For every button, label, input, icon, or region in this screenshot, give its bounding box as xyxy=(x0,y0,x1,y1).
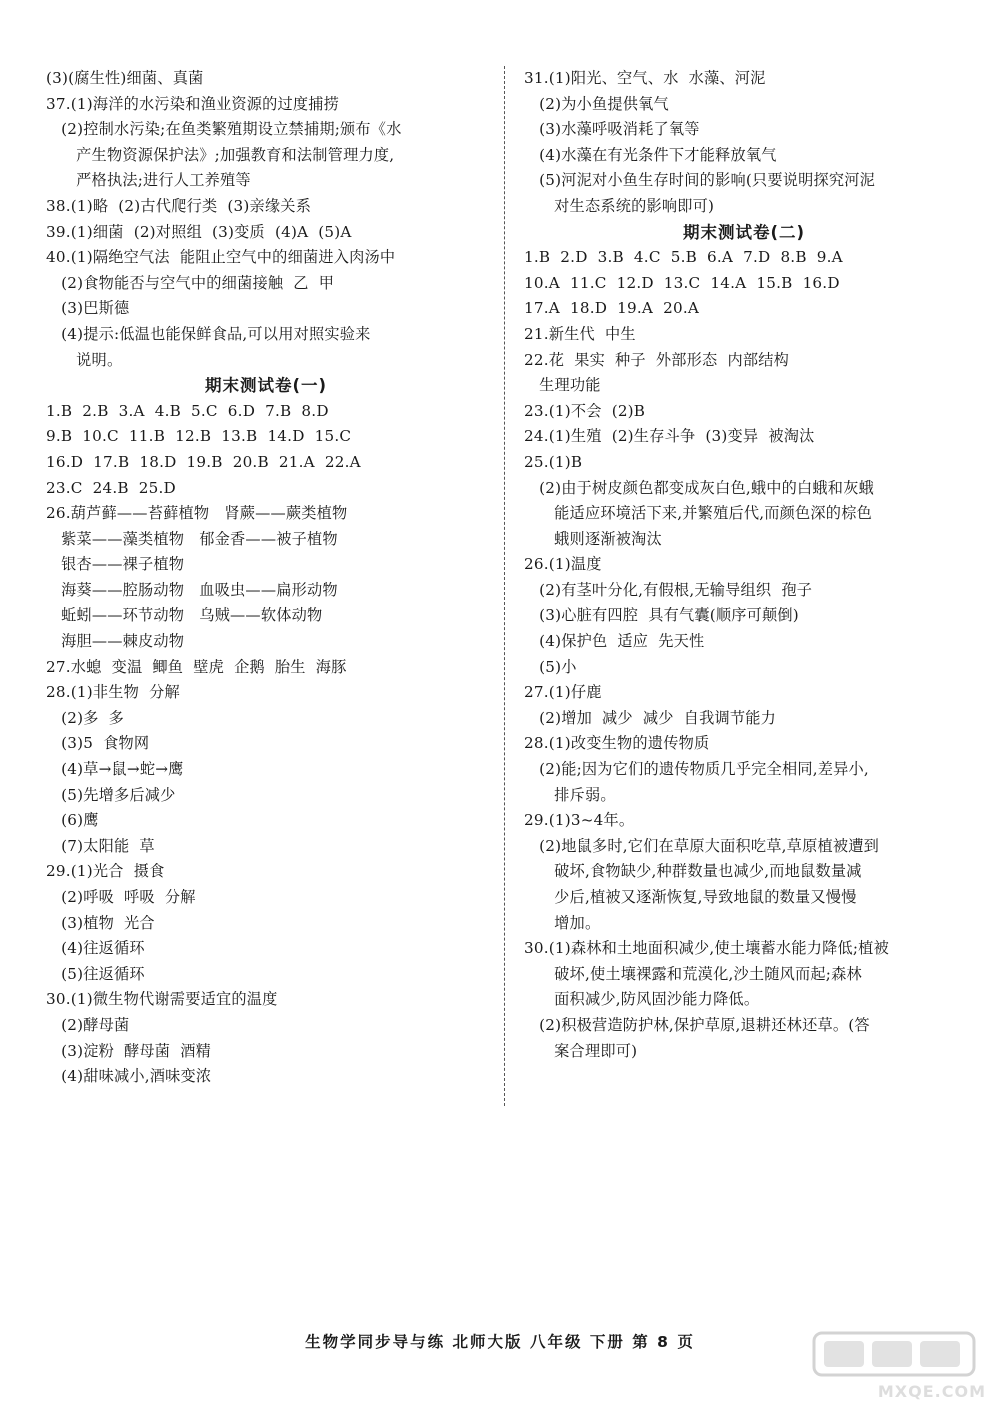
answer-line: (3)水藻呼吸消耗了氧等 xyxy=(524,120,700,139)
answer-line: 面积减少,防风固沙能力降低。 xyxy=(524,990,760,1009)
answer-line: 增加。 xyxy=(524,913,601,932)
answer-line: (2)有茎叶分化,有假根,无输导组织 孢子 xyxy=(524,580,813,599)
answer-line: 海胆——棘皮动物 xyxy=(46,632,185,651)
answer-line: (7)太阳能 草 xyxy=(46,836,155,855)
answer-line: (4)草→鼠→蛇→鹰 xyxy=(46,760,184,779)
answer-line: 37.(1)海洋的水污染和渔业资源的过度捕捞 xyxy=(46,94,340,113)
answer-line: (2)多 多 xyxy=(46,708,125,727)
column-divider xyxy=(504,66,505,1106)
answer-line: 案合理即可) xyxy=(524,1041,638,1060)
answer-line: (5)小 xyxy=(524,657,577,676)
answer-line: (3)(腐生性)细菌、真菌 xyxy=(46,69,204,87)
answer-line: 40.(1)隔绝空气法 能阻止空气中的细菌进入肉汤中 xyxy=(46,248,396,267)
answer-line: 严格执法;进行人工养殖等 xyxy=(46,171,251,190)
watermark-logo xyxy=(806,1329,986,1401)
section-heading: 期末测试卷(二) xyxy=(682,222,806,242)
answer-line: (4)保护色 适应 先天性 xyxy=(524,632,705,651)
answer-line: (2)控制水污染;在鱼类繁殖期设立禁捕期;颁布《水 xyxy=(46,120,402,139)
answer-line: (4)往返循环 xyxy=(46,939,145,958)
answer-line: 能适应环境活下来,并繁殖后代,而颜色深的棕色 xyxy=(524,504,872,523)
answer-line: 蚯蚓——环节动物 乌贼——软体动物 xyxy=(46,606,323,625)
answer-line: 24.(1)生殖 (2)生存斗争 (3)变异 被淘汰 xyxy=(524,427,815,446)
answer-line: (2)由于树皮颜色都变成灰白色,蛾中的白蛾和灰蛾 xyxy=(524,478,874,497)
answer-line: (2)地鼠多时,它们在草原大面积吃草,草原植被遭到 xyxy=(524,836,880,855)
answer-line: 说明。 xyxy=(46,350,123,369)
answer-line: 30.(1)森林和土地面积减少,使土壤蓄水能力降低;植被 xyxy=(524,939,889,958)
answer-line: 27.(1)仔鹿 xyxy=(524,683,602,702)
answer-line: (4)提示:低温也能保鲜食品,可以用对照实验来 xyxy=(46,324,371,343)
answer-line: (3)巴斯德 xyxy=(46,299,130,318)
answer-line: 银杏——裸子植物 xyxy=(46,555,185,574)
answer-line: 少后,植被又逐渐恢复,导致地鼠的数量又慢慢 xyxy=(524,888,857,906)
answer-line: 27.水螅 变温 鲫鱼 壁虎 企鹅 胎生 海豚 xyxy=(46,657,347,676)
answer-line: 26.葫芦藓——苔藓植物 肾蕨——蕨类植物 xyxy=(46,504,348,523)
left-column xyxy=(46,66,486,1090)
answer-line: (2)增加 减少 减少 自我调节能力 xyxy=(524,708,777,727)
answer-line: 1.B 2.B 3.A 4.B 5.C 6.D 7.B 8.D xyxy=(46,401,329,420)
answer-line: 29.(1)光合 摄食 xyxy=(46,862,165,881)
answer-line: 29.(1)3~4年。 xyxy=(524,811,635,830)
answer-line: 39.(1)细菌 (2)对照组 (3)变质 (4)A (5)A xyxy=(46,222,352,241)
answer-line: (5)往返循环 xyxy=(46,964,145,983)
answer-line: 26.(1)温度 xyxy=(524,555,602,574)
answer-line: 23.(1)不会 (2)B xyxy=(524,401,646,420)
answer-line: (2)食物能否与空气中的细菌接触 乙 甲 xyxy=(46,273,335,292)
answer-line: 22.花 果实 种子 外部形态 内部结构 xyxy=(524,350,790,369)
answer-line: (4)水藻在有光条件下才能释放氧气 xyxy=(524,145,777,164)
answer-line: 生理功能 xyxy=(524,376,601,395)
answer-line: 30.(1)微生物代谢需要适宜的温度 xyxy=(46,990,278,1009)
answer-line: 1.B 2.D 3.B 4.C 5.B 6.A 7.D 8.B 9.A xyxy=(524,248,843,267)
answer-line: 9.B 10.C 11.B 12.B 13.B 14.D 15.C xyxy=(46,427,352,446)
answer-line: 28.(1)非生物 分解 xyxy=(46,683,180,702)
answer-line: 产生物资源保护法》;加强教育和法制管理力度, xyxy=(46,145,395,164)
right-column xyxy=(524,66,964,1064)
answer-line: (2)呼吸 呼吸 分解 xyxy=(46,888,196,906)
answer-line: 25.(1)B xyxy=(524,452,583,471)
answer-line: 海葵——腔肠动物 血吸虫——扁形动物 xyxy=(46,580,338,599)
answer-line: (5)先增多后减少 xyxy=(46,785,176,804)
answer-line: (2)积极营造防护林,保护草原,退耕还林还草。(答 xyxy=(524,1015,870,1034)
answer-line: 16.D 17.B 18.D 19.B 20.B 21.A 22.A xyxy=(46,452,361,471)
answer-line: 紫菜——藻类植物 郁金香——被子植物 xyxy=(46,529,338,548)
answer-line: (3)心脏有四腔 具有气囊(顺序可颠倒) xyxy=(524,606,799,625)
answer-line: (5)河泥对小鱼生存时间的影响(只要说明探究河泥 xyxy=(524,171,876,190)
answer-line: (3)淀粉 酵母菌 酒精 xyxy=(46,1041,212,1060)
answer-line: 对生态系统的影响即可) xyxy=(524,196,715,215)
answer-line: 排斥弱。 xyxy=(524,785,616,804)
answer-line: (6)鹰 xyxy=(46,811,99,830)
answer-line: 23.C 24.B 25.D xyxy=(46,478,176,497)
answer-line: (2)为小鱼提供氧气 xyxy=(524,94,669,113)
section-heading: 期末测试卷(一) xyxy=(204,376,328,396)
page-footer: 生物学同步导与练 北师大版 八年级 下册 第 8 页 xyxy=(305,1333,695,1351)
answer-line: 10.A 11.C 12.D 13.C 14.A 15.B 16.D xyxy=(524,273,840,292)
answer-line: 31.(1)阳光、空气、水 水藻、河泥 xyxy=(524,69,766,87)
watermark-url: MXQE.COM xyxy=(877,1382,986,1401)
answer-line: 21.新生代 中生 xyxy=(524,324,636,343)
answer-line: 破坏,使土壤裸露和荒漠化,沙土随风而起;森林 xyxy=(524,964,862,983)
answer-line: (2)酵母菌 xyxy=(46,1015,130,1034)
answer-line: (3)植物 光合 xyxy=(46,913,155,932)
answer-line: (2)能;因为它们的遗传物质几乎完全相同,差异小, xyxy=(524,760,869,779)
answer-line: 28.(1)改变生物的遗传物质 xyxy=(524,734,710,753)
answer-line: 蛾则逐渐被淘汰 xyxy=(524,529,662,548)
answer-line: 17.A 18.D 19.A 20.A xyxy=(524,299,700,318)
answer-line: 破坏,食物缺少,种群数量也减少,而地鼠数量减 xyxy=(524,862,862,881)
answer-line: (4)甜味减小,酒味变浓 xyxy=(46,1067,212,1086)
answer-line: 38.(1)略 (2)古代爬行类 (3)亲缘关系 xyxy=(46,196,312,215)
answer-line: (3)5 食物网 xyxy=(46,734,150,753)
